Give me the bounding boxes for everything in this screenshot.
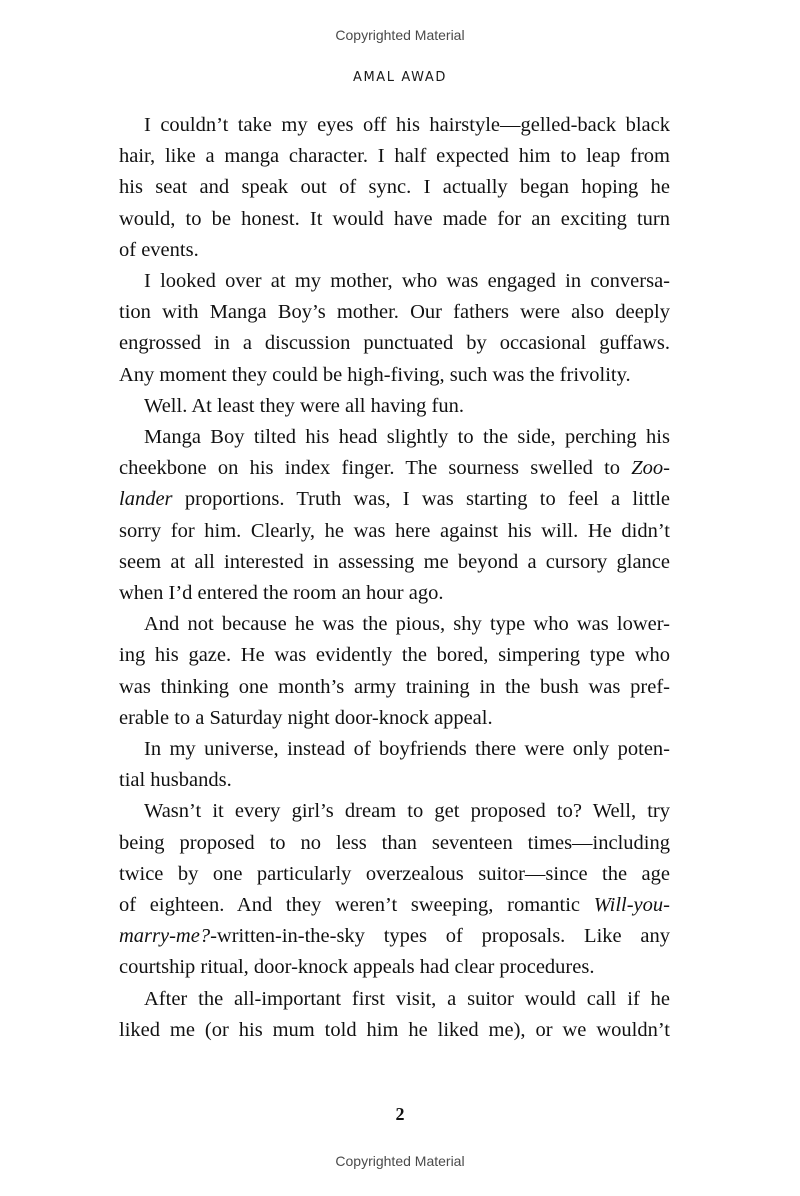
page-number: 2 bbox=[395, 1104, 405, 1124]
text-line bbox=[95, 984, 670, 1015]
text-run: twice by one particularly overzealous suitor—since the age bbox=[119, 862, 670, 885]
italic-text-run: Zoo- bbox=[631, 457, 670, 480]
text-run: courtship ritual, door-knock appeals had clear procedures. bbox=[119, 956, 595, 979]
text-line bbox=[95, 828, 670, 859]
text-line bbox=[95, 952, 670, 983]
text-line bbox=[95, 609, 670, 640]
text-run: ing his gaze. He was evidently the bored, simpering type who bbox=[119, 644, 670, 667]
italic-text-run: Will-you- bbox=[593, 894, 670, 917]
paragraph bbox=[95, 422, 670, 609]
text-line bbox=[95, 297, 670, 328]
text-line bbox=[95, 921, 670, 952]
text-line bbox=[95, 578, 670, 609]
text-run: cheekbone on his index finger. The sourness swelled to bbox=[119, 457, 632, 480]
text-run: of events. bbox=[119, 238, 199, 261]
text-run: Any moment they could be high-fiving, such was the frivolity. bbox=[119, 363, 631, 386]
text-run: Manga Boy tilted his head slightly to the side, perching his bbox=[144, 426, 670, 449]
text-line bbox=[95, 360, 670, 391]
text-line bbox=[95, 204, 670, 235]
text-run: I looked over at my mother, who was engaged in conversa- bbox=[144, 270, 670, 293]
text-run: In my universe, instead of boyfriends there were only poten- bbox=[144, 738, 670, 761]
paragraph bbox=[95, 609, 670, 734]
text-run: being proposed to no less than seventeen times—including bbox=[119, 831, 670, 854]
text-run: of eighteen. And they weren’t sweeping, romantic bbox=[119, 894, 594, 917]
copyright-watermark-top: Copyrighted Material bbox=[335, 27, 465, 43]
text-run: proportions. Truth was, I was starting to feel a little bbox=[172, 488, 670, 511]
text-line bbox=[95, 672, 670, 703]
paragraph bbox=[95, 734, 670, 796]
paragraph bbox=[95, 796, 670, 983]
copyright-watermark-bottom: Copyrighted Material bbox=[335, 1153, 465, 1169]
text-line bbox=[95, 796, 670, 827]
text-line bbox=[95, 110, 670, 141]
text-line bbox=[95, 516, 670, 547]
text-line bbox=[95, 453, 670, 484]
text-run: engrossed in a discussion punctuated by occasional guffaws. bbox=[119, 332, 670, 355]
text-run: -written-in-the-sky types of proposals. Like any bbox=[210, 925, 670, 948]
text-run: his seat and speak out of sync. I actually began hoping he bbox=[119, 176, 670, 199]
text-run: And not because he was the pious, shy type who was lower- bbox=[144, 613, 670, 636]
text-run: when I’d entered the room an hour ago. bbox=[119, 582, 444, 605]
text-line bbox=[95, 859, 670, 890]
text-run: hair, like a manga character. I half expected him to leap from bbox=[119, 145, 670, 168]
text-line bbox=[95, 422, 670, 453]
text-run: would, to be honest. It would have made for an exciting turn bbox=[119, 207, 670, 230]
text-line bbox=[95, 266, 670, 297]
text-run: tial husbands. bbox=[119, 769, 232, 792]
text-line bbox=[95, 734, 670, 765]
paragraph bbox=[95, 984, 670, 1046]
text-run: was thinking one month’s army training in the bush was pref- bbox=[119, 675, 670, 698]
text-line bbox=[95, 484, 670, 515]
text-line bbox=[95, 235, 670, 266]
italic-text-run: marry-me? bbox=[119, 925, 211, 948]
text-line bbox=[95, 141, 670, 172]
text-line bbox=[95, 703, 670, 734]
text-run: Wasn’t it every girl’s dream to get proposed to? Well, try bbox=[144, 800, 670, 823]
text-run: erable to a Saturday night door-knock appeal. bbox=[119, 706, 493, 729]
text-run: After the all-important first visit, a suitor would call if he bbox=[144, 987, 670, 1010]
text-line bbox=[95, 328, 670, 359]
text-line bbox=[95, 890, 670, 921]
paragraph bbox=[95, 110, 670, 266]
text-line bbox=[95, 1015, 670, 1046]
text-line bbox=[95, 547, 670, 578]
text-run: seem at all interested in assessing me beyond a cursory glance bbox=[119, 550, 670, 573]
body-text bbox=[95, 110, 670, 1046]
text-run: tion with Manga Boy’s mother. Our fathers were also deeply bbox=[119, 301, 670, 324]
text-line bbox=[95, 765, 670, 796]
text-run: sorry for him. Clearly, he was here against his will. He didn’t bbox=[119, 519, 670, 542]
running-head-author: AMAL AWAD bbox=[352, 70, 447, 85]
text-line bbox=[95, 391, 670, 422]
paragraph bbox=[95, 391, 670, 422]
paragraph bbox=[95, 266, 670, 391]
text-run: Well. At least they were all having fun. bbox=[144, 394, 464, 417]
text-line bbox=[95, 172, 670, 203]
text-run: liked me (or his mum told him he liked me), or we wouldn’t bbox=[119, 1018, 670, 1041]
italic-text-run: lander bbox=[119, 488, 173, 511]
text-run: I couldn’t take my eyes off his hairstyle—gelled-back black bbox=[144, 114, 670, 136]
text-line bbox=[95, 640, 670, 671]
